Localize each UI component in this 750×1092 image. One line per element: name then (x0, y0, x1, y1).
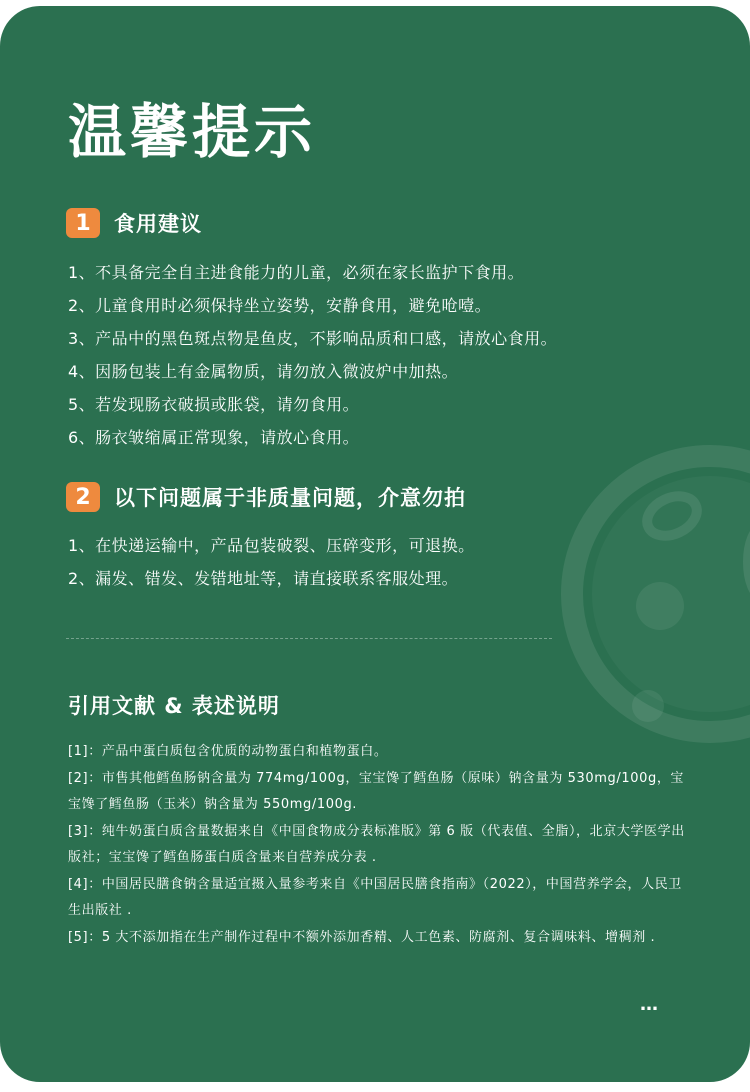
list-item: 4、因肠包装上有金属物质，请勿放入微波炉中加热。 (68, 362, 459, 381)
section-title: 食用建议 (114, 212, 202, 236)
section-number-badge: 2 (66, 482, 100, 512)
reference-item: [4]：中国居民膳食钠含量适宜摄入量参考来自《中国居民膳食指南》（2022），中国营养学会，人民卫生出版社 . (68, 876, 682, 918)
dashed-divider (66, 638, 552, 639)
list-item: 1、不具备完全自主进食能力的儿童，必须在家长监护下食用。 (68, 263, 525, 282)
reference-item: [5]：5 大不添加指在生产制作过程中不额外添加香精、人工色素、防腐剂、复合调味料、增稠剂 . (68, 929, 656, 945)
section-header-usage (66, 208, 202, 238)
non-quality-issues-list (68, 529, 475, 595)
more-ellipsis: … (640, 994, 659, 1015)
reference-item: [2]：市售其他鳕鱼肠钠含量为 774mg/100g，宝宝馋了鳕鱼肠（原味）钠含量为 530mg/100g，宝宝馋了鳕鱼肠（玉米）钠含量为 550mg/100g. (68, 770, 685, 812)
section-number-badge: 1 (66, 208, 100, 238)
list-item: 2、儿童食用时必须保持坐立姿势，安静食用，避免呛噎。 (68, 296, 492, 315)
page-title: 温馨提示 (68, 98, 317, 166)
section-title: 以下问题属于非质量问题，介意勿拍 (114, 486, 466, 510)
list-item: 5、若发现肠衣破损或胀袋，请勿食用。 (68, 395, 360, 414)
usage-advice-list (68, 256, 557, 454)
reference-item: [1]：产品中蛋白质包含优质的动物蛋白和植物蛋白。 (68, 744, 388, 759)
list-item: 2、漏发、错发、发错地址等，请直接联系客服处理。 (68, 569, 459, 588)
references-list (68, 739, 688, 951)
smiley-watermark-icon (560, 444, 750, 744)
reference-item: [3]：纯牛奶蛋白质含量数据来自《中国食物成分表标准版》第 6 版（代表值、全脂），北京大学医学出版社；宝宝馋了鳕鱼肠蛋白质含量来自营养成分表 . (68, 823, 685, 865)
list-item: 6、肠衣皱缩属正常现象，请放心食用。 (68, 428, 360, 447)
tips-card (0, 6, 750, 1082)
list-item: 3、产品中的黑色斑点物是鱼皮，不影响品质和口感，请放心食用。 (68, 329, 558, 348)
list-item: 1、在快递运输中，产品包装破裂、压碎变形，可退换。 (68, 536, 475, 555)
section-header-non-quality (66, 482, 466, 512)
references-title: 引用文献 & 表述说明 (68, 694, 280, 718)
